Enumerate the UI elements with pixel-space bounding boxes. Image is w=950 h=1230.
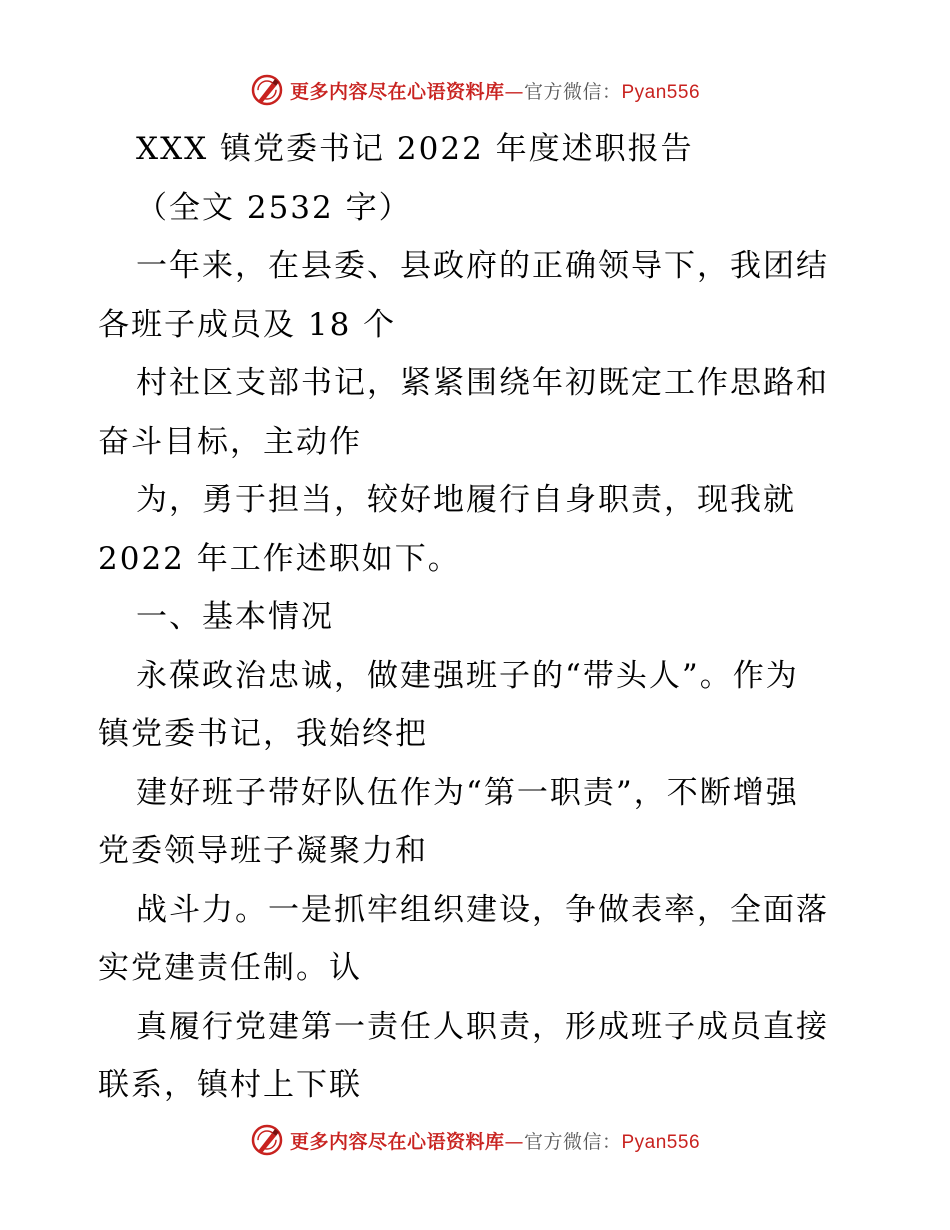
text-line: 永葆政治忠诚，做建强班子的“带头人”。作为 <box>136 657 799 694</box>
banner-wechat-label: 官方微信： <box>523 1130 622 1153</box>
text-line: 联系，镇村上下联 <box>98 1067 362 1103</box>
banner-wechat-id: Pyan556 <box>621 81 701 103</box>
banner-text <box>290 77 700 104</box>
banner-content <box>250 73 700 107</box>
text-line: 真履行党建第一责任人职责，形成班子成员直接 <box>136 1008 829 1045</box>
text-line: 战斗力。一是抓牢组织建设，争做表率，全面落 <box>136 891 829 928</box>
text-line: 一年来，在县委、县政府的正确领导下，我团结 <box>136 248 829 284</box>
text-line: 各班子成员及 18 个 <box>98 306 397 343</box>
text-line: （全文 2532 字） <box>136 189 412 226</box>
text-line: 村社区支部书记，紧紧围绕年初既定工作思路和 <box>136 365 829 401</box>
header-banner <box>0 70 950 110</box>
document-title: XXX 镇党委书记 2022 年度述职报告 <box>136 131 694 167</box>
banner-text <box>290 1127 700 1154</box>
pen-logo-icon <box>250 73 284 107</box>
text-line: 奋斗目标，主动作 <box>98 423 362 460</box>
banner-title: 更多内容尽在心语资料库 <box>289 80 505 103</box>
text-line: 建好班子带好队伍作为“第一职责”，不断增强 <box>136 774 799 811</box>
text-line: 为，勇于担当，较好地履行自身职责，现我就 <box>136 482 796 518</box>
text-line: 一、基本情况 <box>136 599 334 635</box>
banner-content <box>250 1123 700 1157</box>
footer-banner <box>0 1120 950 1160</box>
banner-dash: — <box>504 1130 524 1153</box>
banner-wechat-id: Pyan556 <box>621 1131 701 1153</box>
document-body <box>98 120 858 1115</box>
text-line: 2022 年工作述职如下。 <box>98 540 461 577</box>
text-line: 党委领导班子凝聚力和 <box>98 833 428 869</box>
banner-wechat-label: 官方微信： <box>523 80 622 103</box>
pen-logo-icon <box>250 1123 284 1157</box>
text-line: 镇党委书记，我始终把 <box>98 716 428 752</box>
banner-title: 更多内容尽在心语资料库 <box>289 1130 505 1153</box>
banner-dash: — <box>504 80 524 103</box>
text-line: 实党建责任制。认 <box>98 950 362 986</box>
